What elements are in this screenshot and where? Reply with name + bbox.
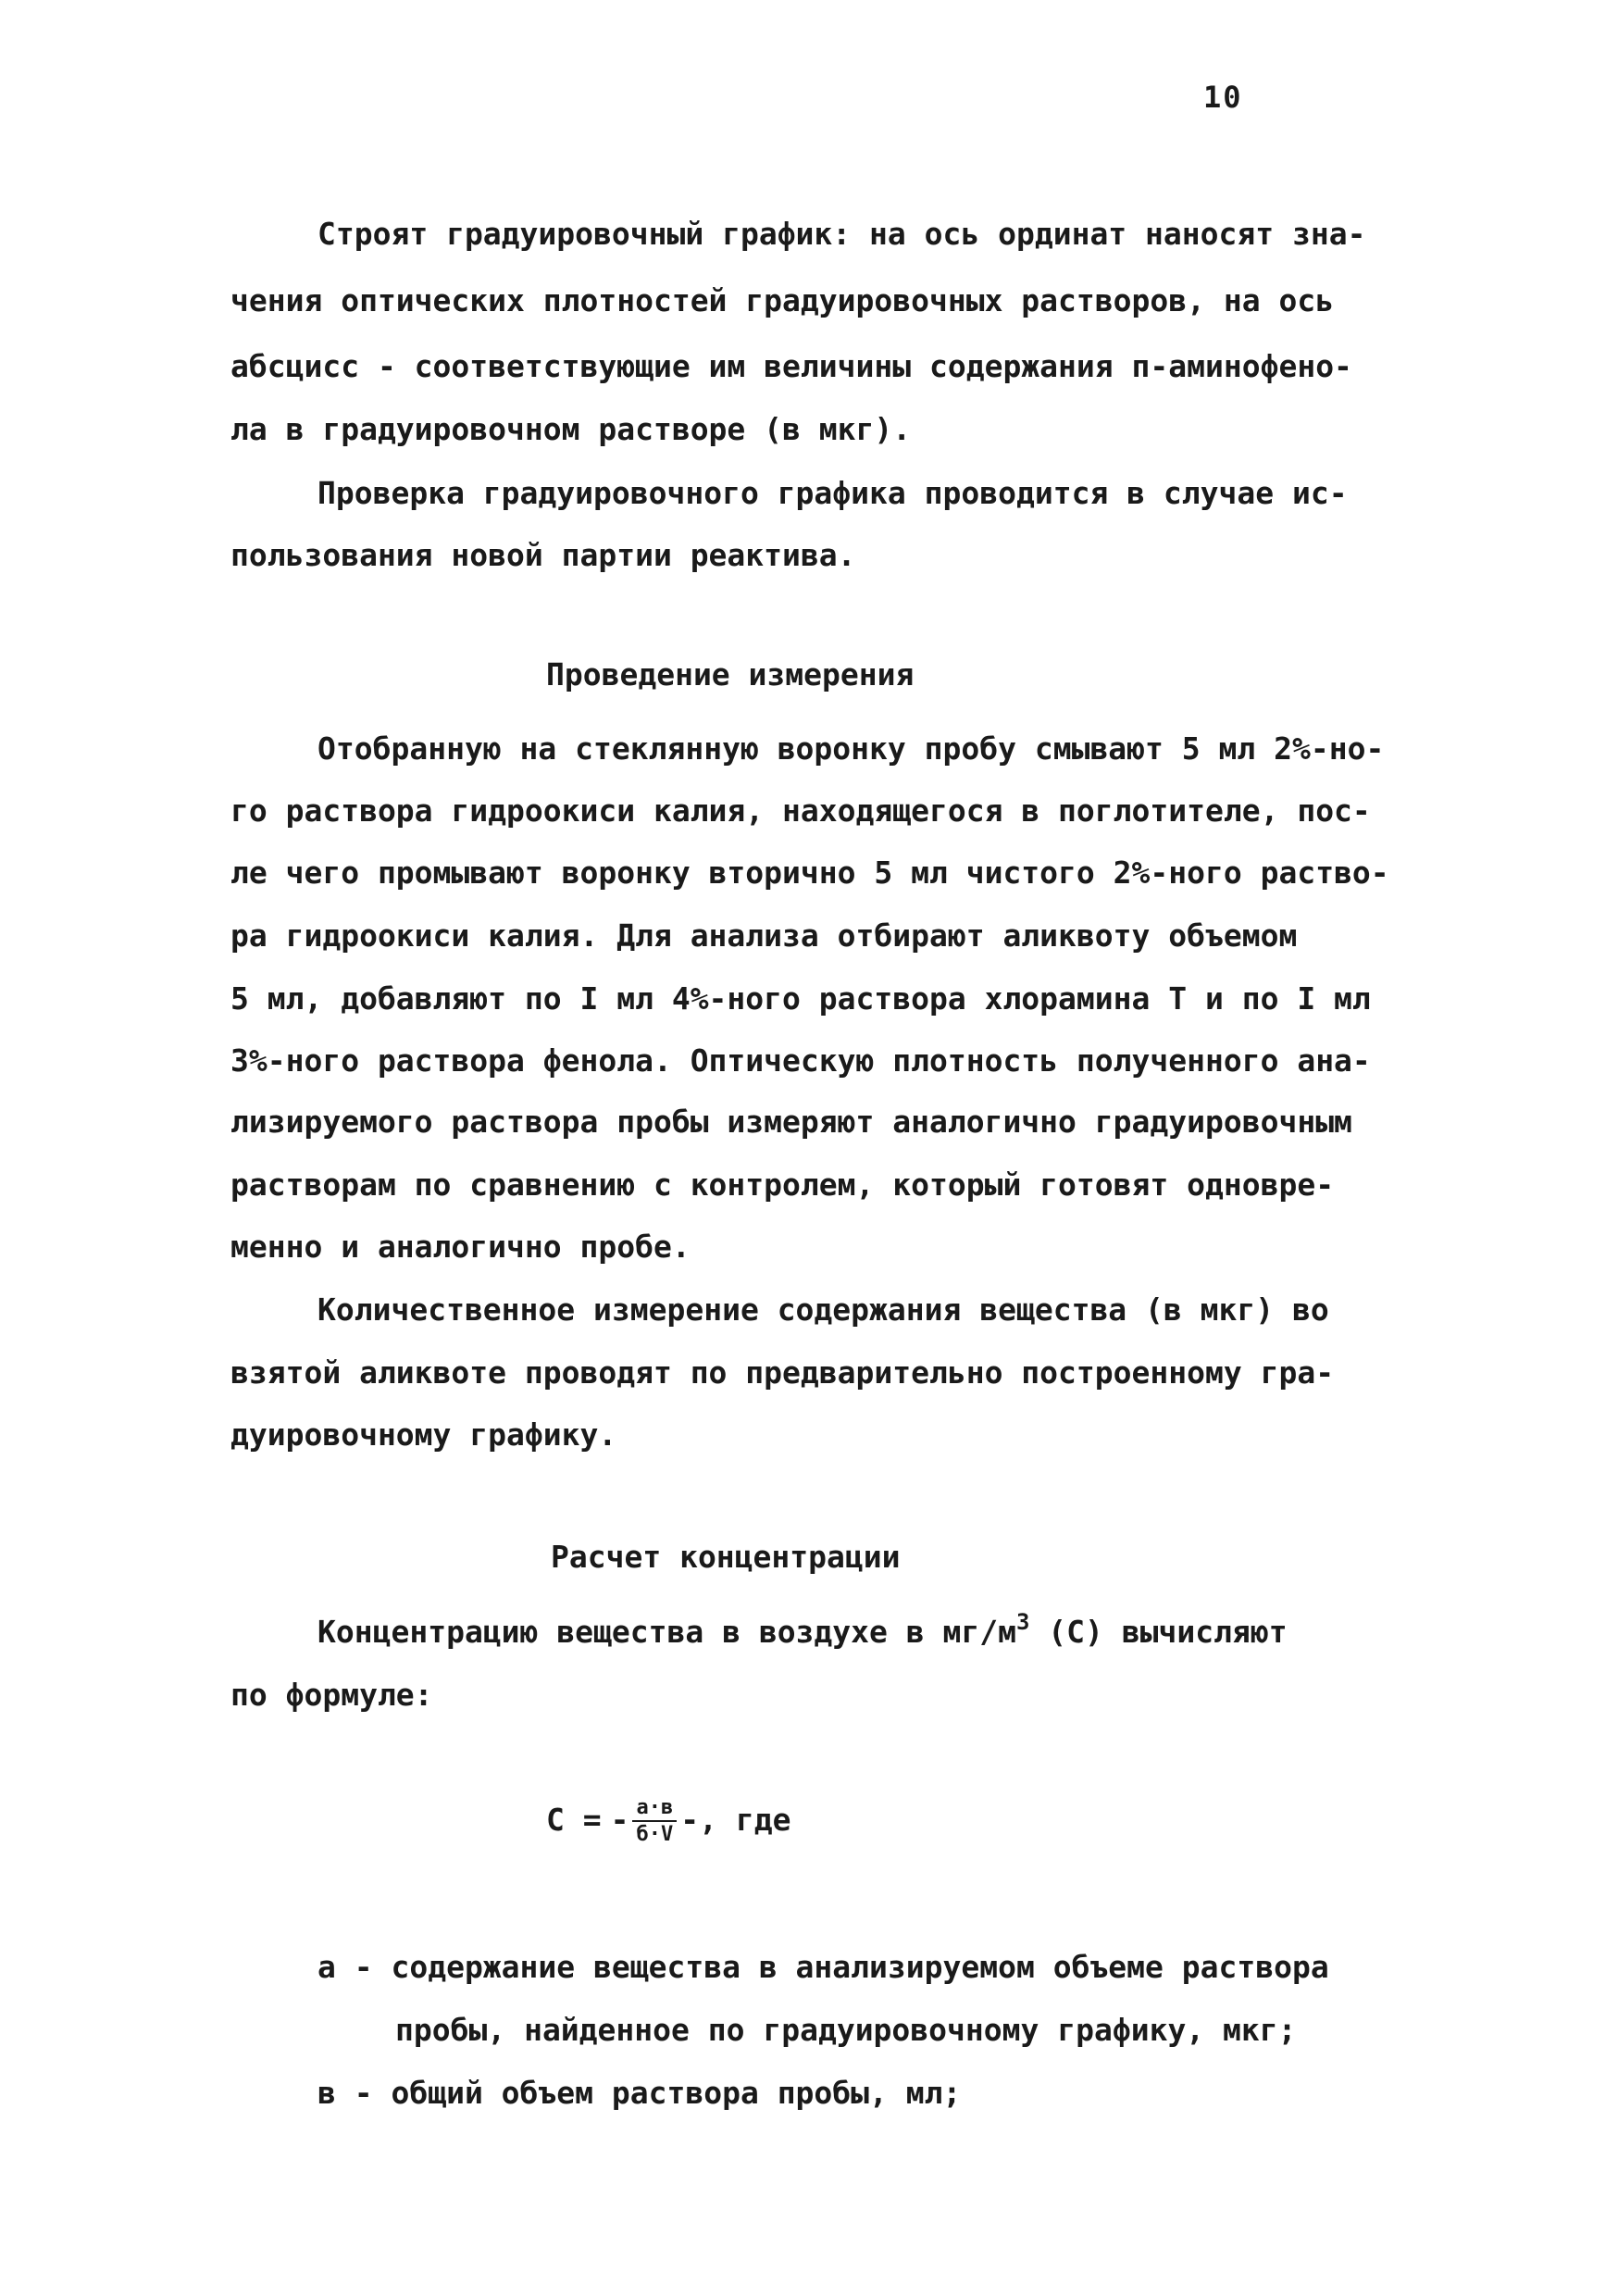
definition-b-line-1: в - общий объем раствора пробы, мл; — [317, 2075, 962, 2111]
formula-dash-left: - — [610, 1801, 629, 1838]
measurement-par2-line-3: дуировочному графику. — [230, 1416, 617, 1453]
formula-suffix: , где — [699, 1801, 791, 1838]
measurement-par1-line-1: Отобранную на стеклянную воронку пробу смывают 5 мл 2%-но- — [317, 730, 1385, 767]
calc-par1-text-a: Концентрацию вещества в воздухе в мг/м — [317, 1614, 1016, 1650]
definition-a-line-2: пробы, найденное по градуировочному графику, мкг; — [395, 2012, 1297, 2048]
measurement-par1-line-7: лизируемого раствора пробы измеряют аналогично градуировочным — [230, 1104, 1352, 1140]
intro-par1-line-4: ла в градуировочном растворе (в мкг). — [230, 411, 912, 447]
measurement-par1-line-6: 3%-ного раствора фенола. Оптическую плотность полученного ана- — [230, 1042, 1371, 1079]
measurement-par2-line-1: Количественное измерение содержания вещества (в мкг) во — [317, 1292, 1329, 1328]
measurement-par1-line-2: го раствора гидроокиси калия, находящегося в поглотителе, пос- — [230, 792, 1371, 829]
measurement-heading: Проведение измерения — [546, 656, 915, 693]
page-number: 10 — [1203, 80, 1243, 115]
intro-par1-line-1: Строят градуировочный график: на ось ординат наносят зна- — [317, 216, 1366, 252]
measurement-par2-line-2: взятой аликвоте проводят по предварительно построенному гра- — [230, 1354, 1335, 1391]
intro-par2-line-1: Проверка градуировочного графика проводится в случае ис- — [317, 475, 1348, 511]
measurement-par1-line-5: 5 мл, добавляют по I мл 4%-ного раствора хлорамина Т и по I мл — [230, 980, 1371, 1017]
measurement-par1-line-9: менно и аналогично пробе. — [230, 1229, 691, 1265]
calc-par1-line-2: по формуле: — [230, 1677, 433, 1713]
calc-heading: Расчет концентрации — [551, 1539, 901, 1575]
formula-fraction — [632, 1796, 677, 1846]
measurement-par1-line-4: ра гидроокиси калия. Для анализа отбирают аликвоту объемом — [230, 917, 1298, 954]
intro-par1-line-2: чения оптических плотностей градуировочных растворов, на ось — [230, 282, 1335, 318]
intro-par1-line-3: абсцисс - соответствующие им величины содержания п-аминофено- — [230, 348, 1352, 384]
formula-numerator: а·в — [636, 1796, 674, 1819]
formula — [546, 1778, 790, 1861]
measurement-par1-line-3: ле чего промывают воронку вторично 5 мл чистого 2%-ного раство- — [230, 855, 1389, 891]
calc-par1-text-b: (С) вычисляют — [1029, 1614, 1288, 1650]
calc-par1-line-1 — [317, 1609, 1288, 1650]
definition-a-line-1: а - содержание вещества в анализируемом объеме раствора — [317, 1949, 1329, 1985]
formula-dash-right: - — [680, 1801, 700, 1838]
calc-par1-superscript: 3 — [1015, 1609, 1030, 1635]
intro-par2-line-2: пользования новой партии реактива. — [230, 537, 856, 573]
formula-denominator: б·V — [636, 1823, 674, 1846]
formula-lhs: С = — [546, 1801, 602, 1838]
measurement-par1-line-8: растворам по сравнению с контролем, который готовят одновре- — [230, 1167, 1335, 1203]
